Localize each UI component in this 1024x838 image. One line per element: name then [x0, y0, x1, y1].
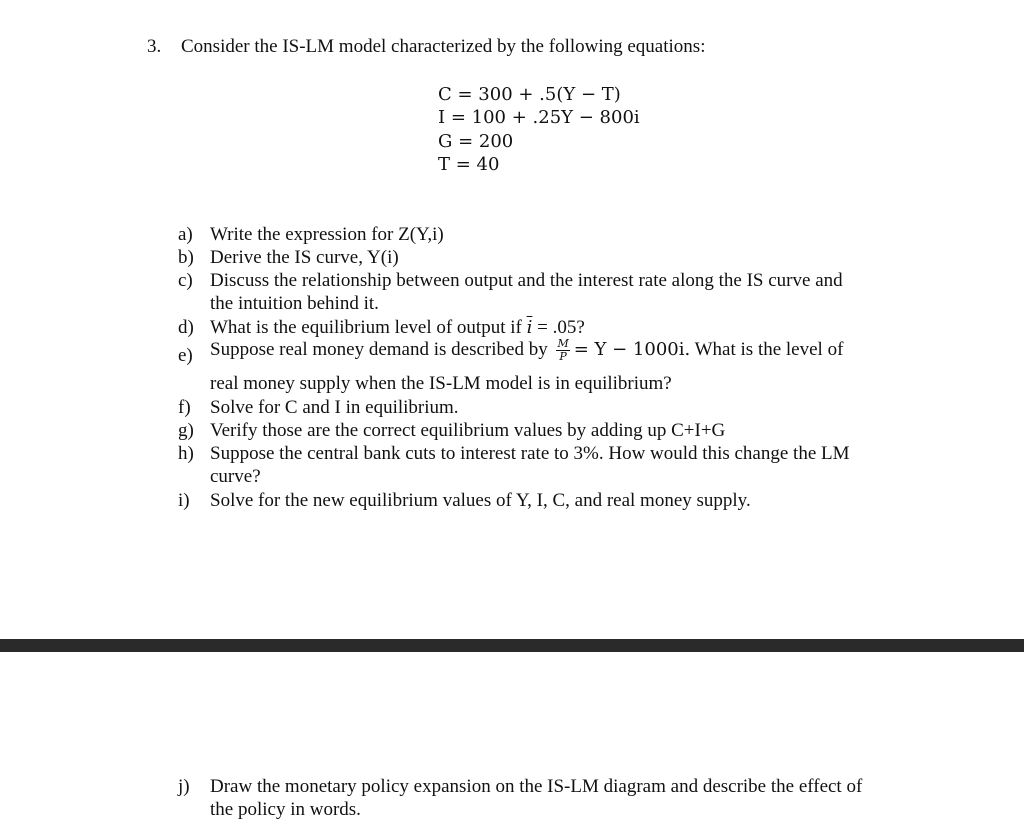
- part-f-label: f): [178, 397, 191, 418]
- part-a-text: Write the expression for Z(Y,i): [210, 224, 444, 245]
- i-bar-symbol: $\overline{i}$: [526, 317, 533, 338]
- part-g-label: g): [178, 420, 194, 441]
- part-d-pre: What is the equilibrium level of output if: [210, 317, 527, 338]
- question-prompt: Consider the IS-LM model characterized by the following equations:: [181, 36, 706, 57]
- part-a-label: a): [178, 224, 193, 245]
- part-i-label: i): [178, 490, 190, 511]
- part-i-text: Solve for the new equilibrium values of Y, I, C, and real money supply.: [210, 490, 751, 511]
- equation-government: G = 200: [438, 131, 514, 152]
- part-j-label: j): [178, 776, 190, 797]
- part-e-pre: Suppose real money demand is described by: [210, 338, 553, 360]
- money-demand-equation: = Y − 1000i.: [573, 338, 691, 360]
- part-e-line2: real money supply when the IS-LM model is in equilibrium?: [210, 373, 672, 394]
- part-e-post: What is the level of: [690, 338, 844, 360]
- fraction-numerator: M: [557, 337, 569, 350]
- equation-investment: I = 100 + .25Y − 800i: [438, 107, 640, 128]
- part-h-line2: curve?: [210, 466, 261, 487]
- question-number: 3.: [147, 36, 162, 57]
- part-e-label: e): [178, 345, 193, 366]
- part-h-label: h): [178, 443, 194, 464]
- part-d-post: = .05?: [532, 317, 585, 338]
- part-c-label: c): [178, 270, 193, 291]
- part-d-text: [210, 317, 585, 339]
- part-b-text: Derive the IS curve, Y(i): [210, 247, 399, 268]
- part-j-line2: the policy in words.: [210, 799, 361, 820]
- equation-consumption: C = 300 + .5(Y − T): [438, 84, 621, 105]
- equation-taxes: T = 40: [438, 154, 500, 175]
- part-c-line2: the intuition behind it.: [210, 293, 379, 314]
- money-fraction: [556, 338, 569, 363]
- part-c-line1: Discuss the relationship between output and the interest rate along the IS curve and: [210, 270, 843, 291]
- fraction-denominator: P: [559, 350, 567, 363]
- part-g-text: Verify those are the correct equilibrium values by adding up C+I+G: [210, 420, 726, 441]
- part-f-text: Solve for C and I in equilibrium.: [210, 397, 459, 418]
- part-b-label: b): [178, 247, 194, 268]
- page-divider: [0, 639, 1024, 652]
- part-j-line1: Draw the monetary policy expansion on the IS-LM diagram and describe the effect of: [210, 776, 863, 797]
- part-h-line1: Suppose the central bank cuts to interest rate to 3%. How would this change the LM: [210, 443, 850, 464]
- part-e-line1: [210, 338, 843, 363]
- part-d-label: d): [178, 317, 194, 338]
